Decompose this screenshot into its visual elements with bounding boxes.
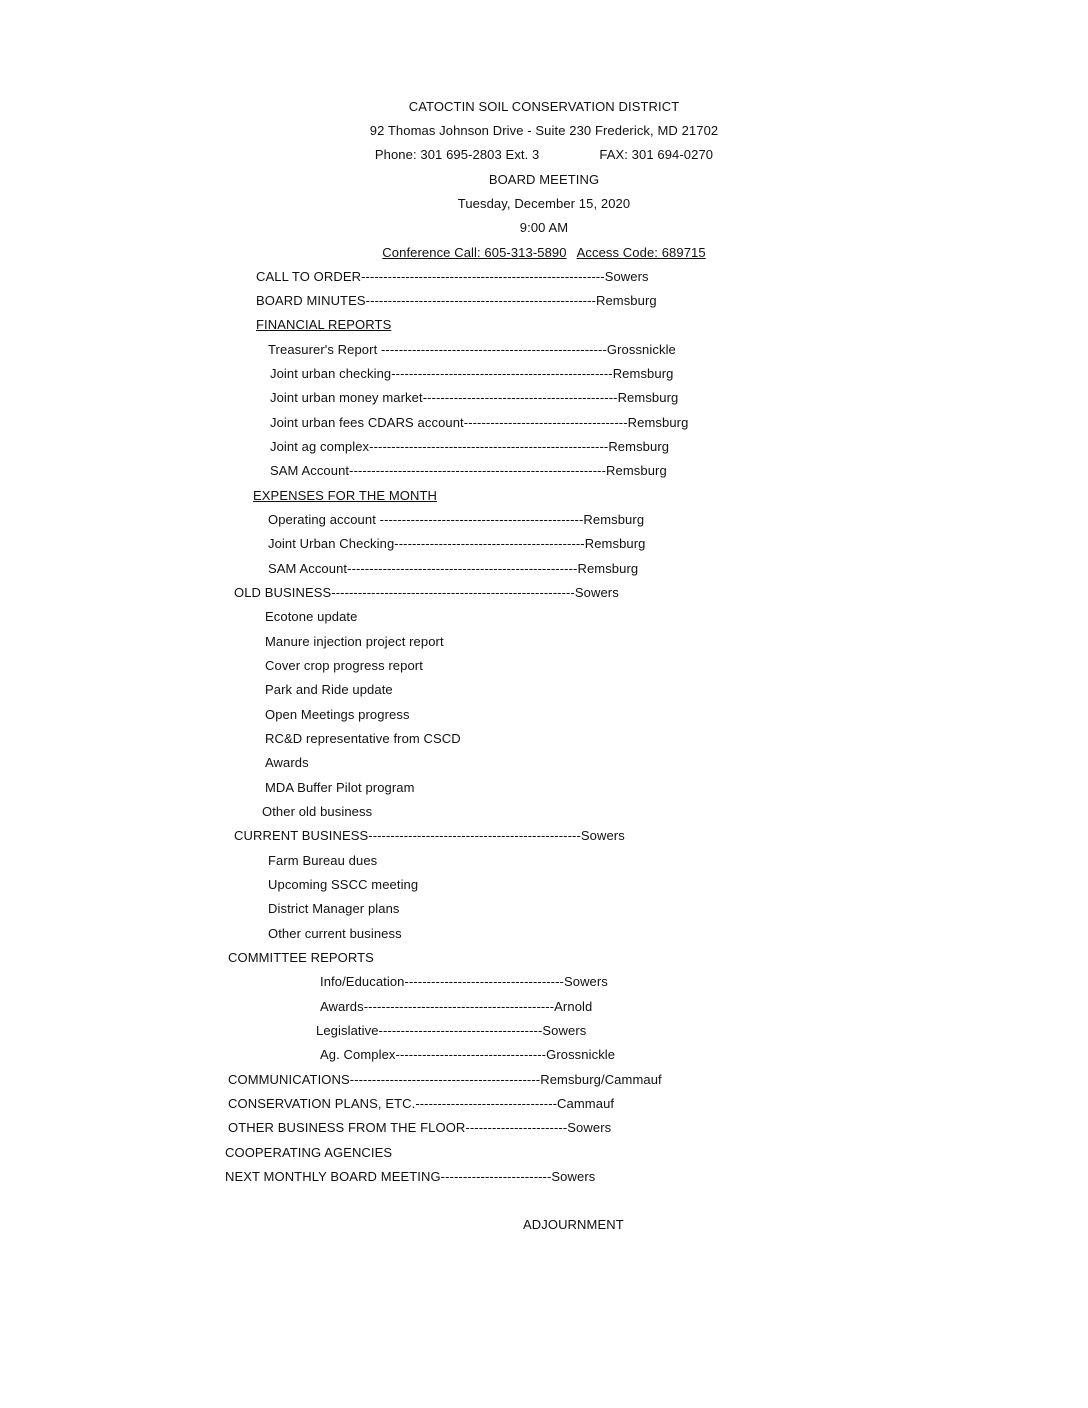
current-business-item: Other current business	[268, 926, 402, 941]
old-business-item: Other old business	[262, 804, 373, 819]
phone-number: Phone: 301 695-2803 Ext. 3	[374, 147, 540, 162]
agenda-cooperating-agencies: COOPERATING AGENCIES	[225, 1145, 393, 1160]
meeting-title: BOARD MEETING	[488, 172, 600, 187]
agenda-call-to-order: CALL TO ORDER-------------------------------------------------------Sowers	[256, 269, 649, 284]
fax-number: FAX: 301 694-0270	[599, 147, 714, 162]
agenda-sam-account-financial: SAM Account----------------------------------------------------------Remsburg	[270, 463, 667, 478]
agenda-current-business: CURRENT BUSINESS------------------------------------------------Sowers	[234, 828, 625, 843]
committee-item: Legislative-------------------------------------Sowers	[316, 1023, 587, 1038]
old-business-item: RC&D representative from CSCD	[265, 731, 461, 746]
agenda-financial-reports-heading: FINANCIAL REPORTS	[256, 317, 392, 332]
committee-item: Info/Education------------------------------------Sowers	[320, 974, 608, 989]
old-business-item: Open Meetings progress	[265, 707, 410, 722]
agenda-treasurers-report: Treasurer's Report ---------------------------------------------------Grossnickle	[268, 342, 676, 357]
old-business-item: MDA Buffer Pilot program	[265, 780, 415, 795]
contact-line	[0, 147, 1088, 163]
committee-item: Awards-------------------------------------------Arnold	[320, 999, 593, 1014]
agenda-operating-account: Operating account ----------------------------------------------Remsburg	[268, 512, 645, 527]
org-name: CATOCTIN SOIL CONSERVATION DISTRICT	[408, 99, 680, 114]
conference-call-line	[0, 245, 1088, 261]
current-business-item: Upcoming SSCC meeting	[268, 877, 419, 892]
agenda-conservation-plans: CONSERVATION PLANS, ETC.--------------------------------Cammauf	[228, 1096, 615, 1111]
agenda-joint-urban-fees-cdars: Joint urban fees CDARS account-------------------------------------Remsburg	[270, 415, 689, 430]
agenda-expenses-heading: EXPENSES FOR THE MONTH	[253, 488, 437, 503]
agenda-joint-urban-checking-expenses: Joint Urban Checking-------------------------------------------Remsburg	[268, 536, 646, 551]
agenda-adjournment: ADJOURNMENT	[523, 1217, 624, 1232]
meeting-time: 9:00 AM	[519, 220, 569, 235]
access-code: Access Code: 689715	[576, 245, 706, 260]
meeting-date: Tuesday, December 15, 2020	[457, 196, 631, 211]
old-business-item: Awards	[265, 755, 309, 770]
conference-call-number: Conference Call: 605-313-5890	[382, 245, 567, 260]
agenda-communications: COMMUNICATIONS-------------------------------------------Remsburg/Cammauf	[228, 1072, 662, 1087]
agenda-board-minutes: BOARD MINUTES----------------------------------------------------Remsburg	[256, 293, 657, 308]
agenda-committee-reports: COMMITTEE REPORTS	[228, 950, 374, 965]
org-address: 92 Thomas Johnson Drive - Suite 230 Frederick, MD 21702	[369, 123, 719, 138]
agenda-joint-ag-complex: Joint ag complex------------------------------------------------------Remsburg	[270, 439, 670, 454]
agenda-joint-urban-checking: Joint urban checking--------------------------------------------------Remsburg	[270, 366, 674, 381]
current-business-item: Farm Bureau dues	[268, 853, 378, 868]
agenda-sam-account-expenses: SAM Account----------------------------------------------------Remsburg	[268, 561, 639, 576]
agenda-joint-urban-money-market: Joint urban money market--------------------------------------------Remsburg	[270, 390, 679, 405]
old-business-item: Ecotone update	[265, 609, 358, 624]
committee-item: Ag. Complex----------------------------------Grossnickle	[320, 1047, 616, 1062]
agenda-old-business: OLD BUSINESS-------------------------------------------------------Sowers	[234, 585, 619, 600]
old-business-item: Cover crop progress report	[265, 658, 423, 673]
agenda-other-business-floor: OTHER BUSINESS FROM THE FLOOR-----------------------Sowers	[228, 1120, 612, 1135]
agenda-next-monthly-meeting: NEXT MONTHLY BOARD MEETING-------------------------Sowers	[225, 1169, 596, 1184]
old-business-item: Manure injection project report	[265, 634, 444, 649]
current-business-item: District Manager plans	[268, 901, 400, 916]
old-business-item: Park and Ride update	[265, 682, 393, 697]
